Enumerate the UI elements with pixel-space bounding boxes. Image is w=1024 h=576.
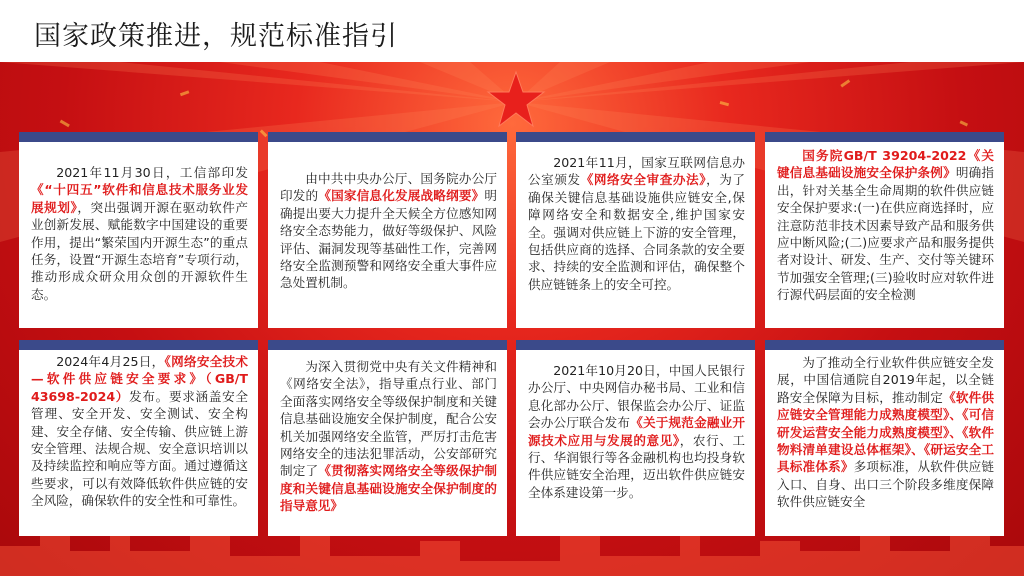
policy-card-text: [777, 147, 994, 304]
highlighted-policy-title: 《“十四五”软件和信息技术服务业发展规划》: [31, 182, 248, 215]
policy-card-text: [280, 170, 497, 292]
policy-description: 2021年11月，国家互联网信息办公室颁发: [528, 155, 745, 188]
policy-description: 由中共中央办公厅、国务院办公厅印发的: [280, 171, 497, 204]
policy-card-3: [516, 132, 755, 328]
policy-card-6: [268, 340, 507, 536]
highlighted-policy-title: 《贯彻落实网络安全等级保护制度和关键信息基础设施安全保护制度的指导意见》: [280, 463, 498, 514]
policy-card-4: [765, 132, 1004, 328]
policy-card-text: [280, 358, 497, 515]
policy-card-8: [765, 340, 1004, 536]
policy-description: ，突出强调开源在驱动软件产业创新发展、赋能数字中国建设的重要作用，提出“繁荣国内开源生态”的重点任务，设置“开源生态培育”专项行动，推动形成众研众用众创的开源软件生态。: [31, 199, 249, 302]
policy-card-text: [31, 353, 248, 510]
policy-description: 多项标准，从软件供应链入口、自身、出口三个阶段多维度保障软件供应链安全: [777, 459, 995, 510]
policy-description: 发布。要求涵盖安全管理、安全开发、安全测试、安全构建、安全存储、安全传输、供应链上游安全管理、法规合规、安全意识培训以及持续监控和响应等方面。通过遵循这些要求，可以有效降低软件供应链的安全风险，确保软件的安全性和可靠性。: [31, 388, 249, 509]
highlighted-policy-title: 《软件供应链安全管理能力成熟度模型》、《可信研发运营安全能力成熟度模型》、《软件物料清单建设总体框架》、《研运安全工具标准体系》: [777, 389, 995, 475]
policy-card-text: [528, 154, 745, 293]
policy-description: 为深入贯彻党中央有关文件精神和《网络安全法》，指导重点行业、部门全面落实网络安全等级保护制度和关键信息基础设施安全保护制度，配合公安机关加强网络安全监管，严厉打击危害网络安全的违法犯罪活动，公安部研究制定了: [280, 359, 497, 479]
policy-card-7: [516, 340, 755, 536]
policy-card-2: [268, 132, 507, 328]
policy-description: 明确指出，针对关基全生命周期的软件供应链安全保护要求:(一)在供应商选择时，应注意防范非技术因素导致产品和服务供应中断风险;(二)应要求产品和服务提供者对设计、研发、生产、交付等关键环节加强安全管理;(三)验收时应对软件进行源代码层面的安全检测: [777, 165, 995, 303]
policy-description: 明确提出要大力提升全天候全方位感知网络安全态势能力，做好等级保护、风险评估、漏洞发现等基础性工作，完善网络安全监测预警和网络安全重大事件应急处置机制。: [280, 188, 498, 291]
policy-description: 为了推动全行业软件供应链安全发展，中国信通院自2019年起，以全链路安全保障为目标，推动制定: [777, 355, 994, 405]
policy-description: ，农行、工行、华润银行等各金融机构也均投身软件供应链安全治理，迈出软件供应链安全体系建设第一步。: [528, 432, 746, 500]
policy-description: 2024年4月25日，: [56, 354, 165, 369]
policy-card-5: [19, 340, 258, 536]
policy-card-text: [31, 164, 248, 303]
highlighted-policy-title: 《关于规范金融业开源技术应用与发展的意见》: [528, 415, 745, 448]
policy-card-text: [528, 362, 745, 501]
policy-description: 2021年10月20日，中国人民银行办公厅、中央网信办秘书局、工业和信息化部办公厅、银保监会办公厅、证监会办公厅联合发布: [528, 363, 745, 431]
policy-card-1: [19, 132, 258, 328]
highlighted-policy-title: 《国家信息化发展战略纲要》: [318, 188, 485, 204]
policy-description: ，为了确保关键信息基础设施供应链安全,保障网络安全和数据安全,维护国家安全。强调对供应链上下游的安全管理，包括供应商的选择、合同条款的安全要求、持续的安全监测和评估，确保整个供应链链条上的安全可控。: [528, 172, 746, 292]
highlighted-policy-title: 国务院GB/T 39204-2022《关键信息基础设施安全保护条例》: [777, 148, 994, 181]
highlighted-policy-title: 《网络安全审查办法》: [580, 172, 707, 188]
title-bar: [0, 0, 1024, 62]
highlighted-policy-title: 《网络安全技术—软件供应链安全要求》（GB/T 43698-2024）: [31, 354, 248, 404]
policy-description: 2021年11月30日，工信部印发: [56, 165, 248, 180]
policy-card-text: [777, 354, 994, 511]
page-title: 国家政策推进，规范标准指引: [34, 21, 398, 52]
red-star-icon: [486, 70, 546, 130]
